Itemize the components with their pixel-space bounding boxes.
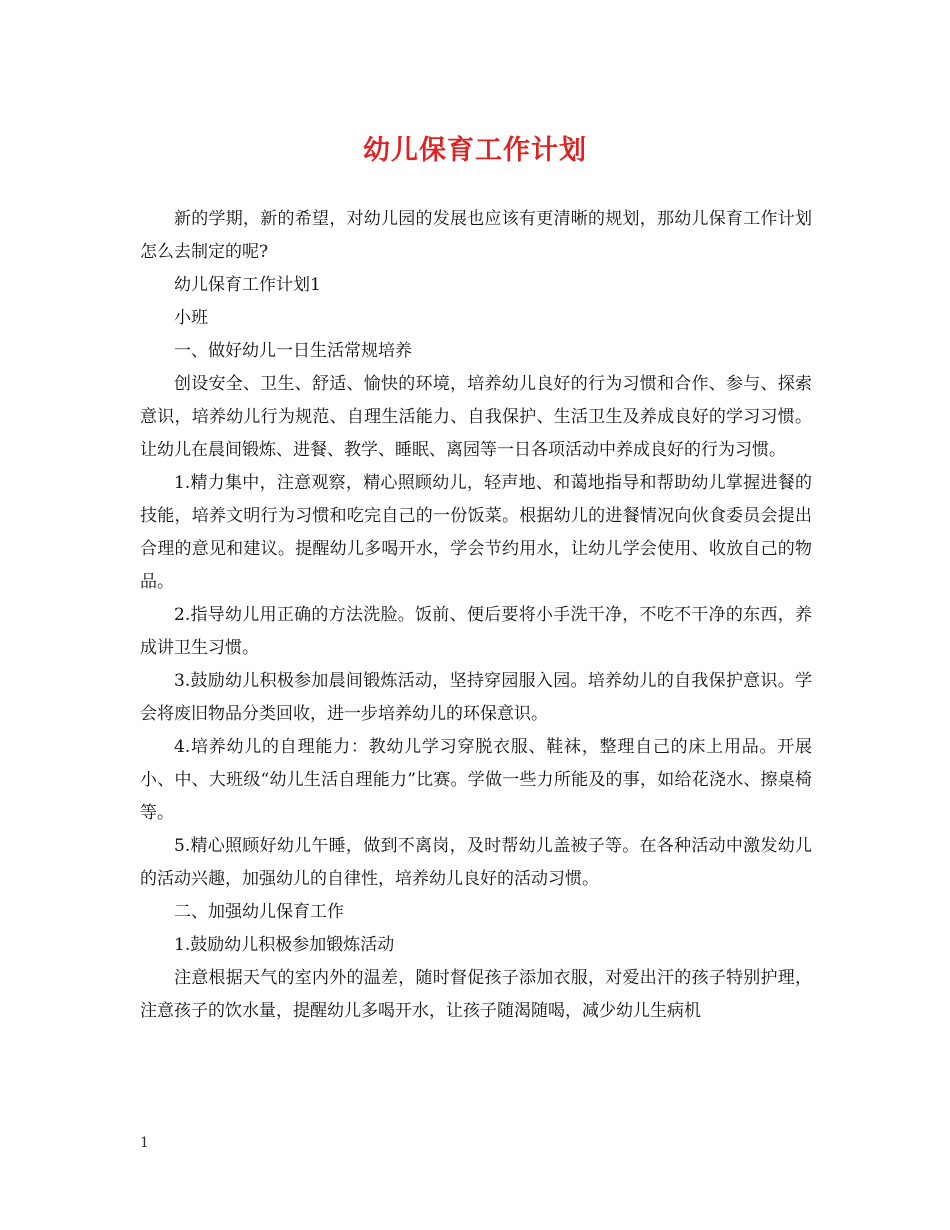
paragraph-section-two-heading: 二、加强幼儿保育工作 [174,902,344,922]
page-number: 1 [140,1135,149,1151]
paragraph-item-3: 3.鼓励幼儿积极参加晨间锻炼活动，坚持穿园服入园。培养幼儿的自我保护意识。学会将废旧物品分类回收，进一步培养幼儿的环保意识。 [140,671,812,724]
paragraph-item-5: 5.精心照顾好幼儿午睡，做到不离岗，及时帮幼儿盖被子等。在各种活动中激发幼儿的活动兴趣，加强幼儿的自律性，培养幼儿良好的活动习惯。 [140,836,812,889]
paragraph-item-2: 2.指导幼儿用正确的方法洗脸。饭前、便后要将小手洗干净，不吃不干净的东西，养成讲卫生习惯。 [140,605,812,658]
paragraph-section-two-item-1: 1.鼓励幼儿积极参加锻炼活动 [174,935,395,955]
document-body [140,203,812,1028]
document-title: 幼儿保育工作计划 [363,135,587,166]
paragraph-intro: 新的学期，新的希望，对幼儿园的发展也应该有更清晰的规划，那幼儿保育工作计划怎么去制定的呢? [140,209,812,262]
paragraph-class-label: 小班 [174,308,208,328]
paragraph-item-4: 4.培养幼儿的自理能力：教幼儿学习穿脱衣服、鞋袜，整理自己的床上用品。开展小、中、大班级“幼儿生活自理能力”比赛。学做一些力所能及的事，如给花浇水、擦桌椅等。 [140,737,812,823]
paragraph-section-two-body: 注意根据天气的室内外的温差，随时督促孩子添加衣服，对爱出汗的孩子特别护理，注意孩子的饮水量，提醒幼儿多喝开水，让孩子随渴随喝，减少幼儿生病机 [140,968,812,1021]
paragraph-section-one-body: 创设安全、卫生、舒适、愉快的环境，培养幼儿良好的行为习惯和合作、参与、探索意识，培养幼儿行为规范、自理生活能力、自我保护、生活卫生及养成良好的学习习惯。让幼儿在晨间锻炼、进餐、教学、睡眠、离园等一日各项活动中养成良好的行为习惯。 [140,374,812,460]
paragraph-section-one-heading: 一、做好幼儿一日生活常规培养 [174,341,412,361]
paragraph-plan-heading: 幼儿保育工作计划1 [174,275,321,295]
paragraph-item-1: 1.精力集中，注意观察，精心照顾幼儿，轻声地、和蔼地指导和帮助幼儿掌握进餐的技能，培养文明行为习惯和吃完自己的一份饭菜。根据幼儿的进餐情况向伙食委员会提出合理的意见和建议。提醒幼儿多喝开水，学会节约用水，让幼儿学会使用、收放自己的物品。 [140,473,812,592]
